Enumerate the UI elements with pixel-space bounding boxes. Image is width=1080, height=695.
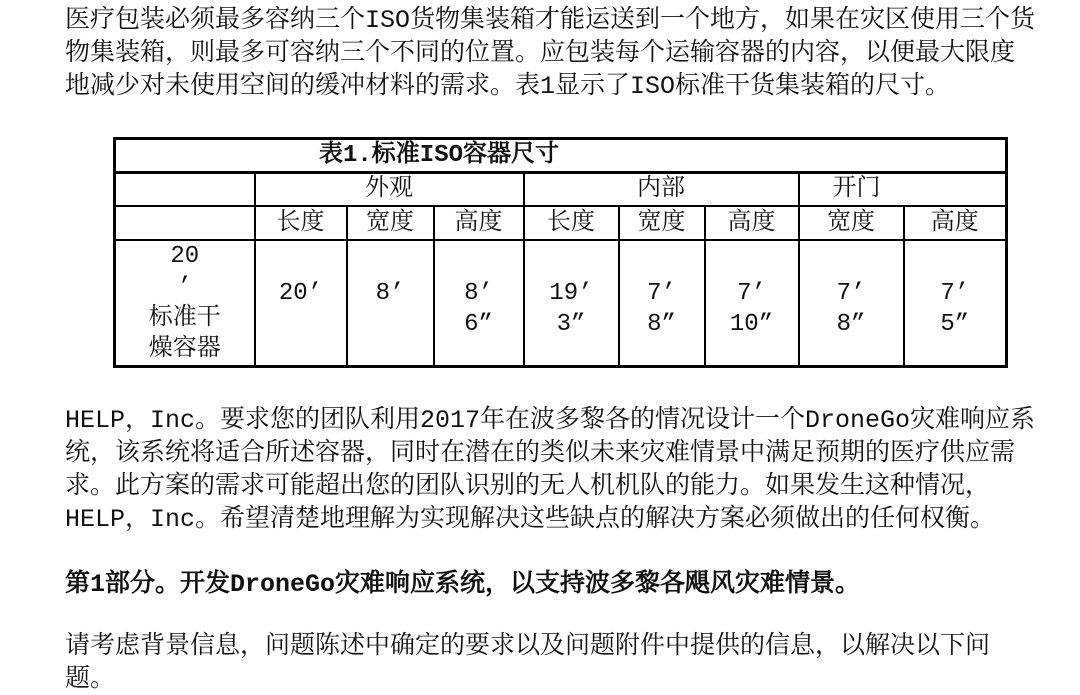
paragraph-line: HELP，Inc。要求您的团队利用2017年在波多黎各的情况设计一个DroneGo灾难响应系 [65,406,1036,435]
paragraph-line: 医疗包装必须最多容纳三个ISO货物集装箱才能运送到一个地方，如果在灾区使用三个货 [65,6,1036,35]
column-header-interior-width: 宽度 [619,206,705,240]
cell-door-height: 7’ 5” [904,240,1007,367]
paragraph-line: HELP，Inc。希望清楚地理解为实现解决这些缺点的解决方案必须做出的任何权衡。 [65,505,996,534]
paragraph-line: 统，该系统将适合所述容器，同时在潜在的类似未来灾难情景中满足预期的医疗供应需 [65,439,1016,468]
table-group-header-row [115,173,1007,207]
table-title: 表1.标准ISO容器尺寸 [115,139,1007,173]
empty-cell [115,206,255,240]
cell-interior-length: 19’ 3” [524,240,619,367]
column-header-exterior-length: 长度 [255,206,347,240]
table-title-row [115,139,1007,173]
cell-interior-height: 7’ 10” [705,240,799,367]
empty-cell [115,173,255,207]
column-header-exterior-height: 高度 [434,206,524,240]
table-column-header-row [115,206,1007,240]
cell-interior-width: 7’ 8” [619,240,705,367]
column-header-door-height: 高度 [904,206,1007,240]
column-header-interior-length: 长度 [524,206,619,240]
row-label: 20 ’ 标准干 燥容器 [115,240,255,367]
intro-paragraph [65,4,1065,103]
request-paragraph [65,404,1065,536]
group-header-door-opening: 开门 [799,173,1007,207]
paragraph-line: 求。此方案的需求可能超出您的团队识别的无人机机队的能力。如果发生这种情况， [65,472,991,501]
column-header-exterior-width: 宽度 [347,206,434,240]
table-row [115,240,1007,367]
cell-door-width: 7’ 8” [799,240,904,367]
section-heading: 第1部分。开发DroneGo灾难响应系统，以支持波多黎各飓风灾难情景。 [65,570,861,599]
group-header-interior: 内部 [524,173,799,207]
paragraph-line: 物集装箱，则最多可容纳三个不同的位置。应包装每个运输容器的内容，以便最大限度 [65,39,1016,68]
paragraph-line: 请考虑背景信息，问题陈述中确定的要求以及问题附件中提供的信息，以解决以下问 [65,632,991,661]
cell-exterior-height: 8’ 6” [434,240,524,367]
instruction-paragraph [65,630,1065,695]
iso-container-dimensions-table [113,137,1008,368]
group-header-exterior: 外观 [255,173,524,207]
column-header-interior-height: 高度 [705,206,799,240]
cell-exterior-width: 8’ [347,240,434,367]
cell-exterior-length: 20’ [255,240,347,367]
column-header-door-width: 宽度 [799,206,904,240]
paragraph-line: 题。 [65,665,116,694]
paragraph-line: 地减少对未使用空间的缓冲材料的需求。表1显示了ISO标准干货集装箱的尺寸。 [65,72,951,101]
